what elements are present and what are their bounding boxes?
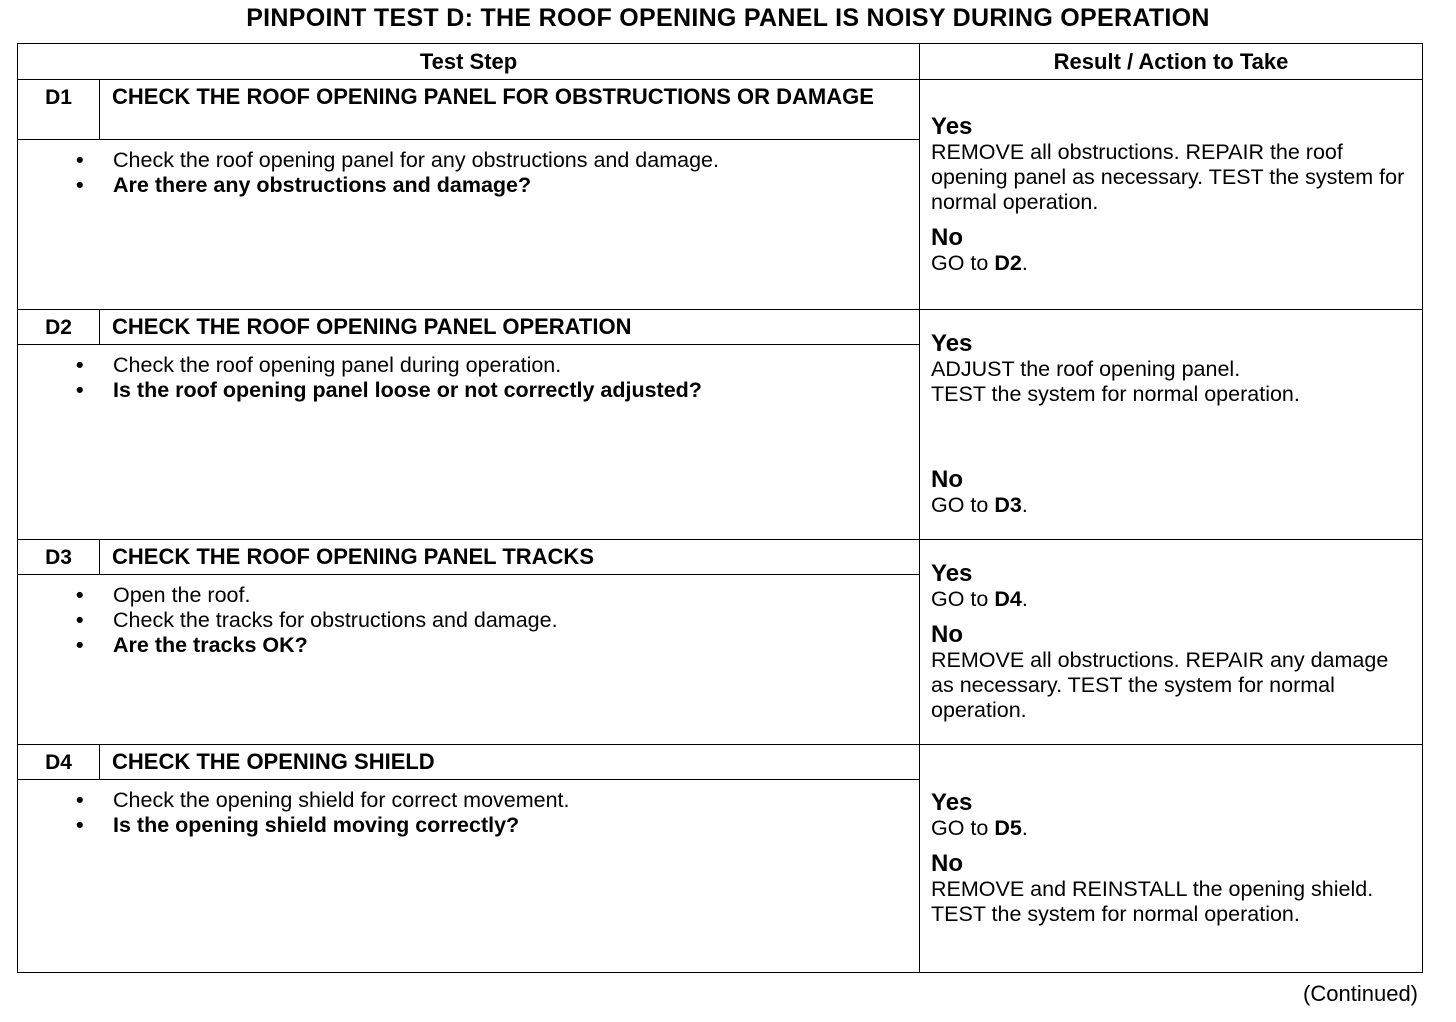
step-body (18, 575, 920, 745)
step-id: D4 (18, 745, 100, 780)
step-title: CHECK THE ROOF OPENING PANEL FOR OBSTRUCTIONS OR DAMAGE (100, 80, 920, 140)
yes-action: ADJUST the roof opening panel. (931, 357, 1241, 381)
step-id: D1 (18, 80, 100, 140)
list-item: • Check the tracks for obstructions and damage. (113, 608, 909, 633)
step-reference: D2 (994, 250, 1022, 275)
step-reference: D5 (994, 816, 1022, 840)
step-d4-title-row (18, 745, 1423, 780)
no-action: REMOVE and REINSTALL the opening shield. (931, 877, 1374, 901)
page-title: PINPOINT TEST D: THE ROOF OPENING PANEL IS NOISY DURING OPERATION (246, 4, 1210, 32)
step-body (18, 345, 920, 540)
list-item: • Check the opening shield for correct movement. (113, 788, 909, 813)
step-d2-result (920, 310, 1423, 540)
step-question: • Are there any obstructions and damage? (113, 173, 909, 198)
yes-action: GO to D5. (931, 816, 1028, 840)
no-action-test: TEST the system for normal operation. (931, 902, 1300, 926)
step-title: CHECK THE ROOF OPENING PANEL TRACKS (100, 540, 920, 575)
step-id: D2 (18, 310, 100, 345)
step-d4-result (920, 745, 1423, 973)
yes-label: Yes (931, 112, 973, 140)
no-action: GO to D3. (931, 493, 1028, 517)
no-action: GO to D2. (931, 250, 1028, 275)
step-title: CHECK THE OPENING SHIELD (100, 745, 920, 780)
step-question: • Is the roof opening panel loose or not correctly adjusted? (113, 378, 909, 403)
no-label: No (931, 223, 964, 251)
step-body (18, 780, 920, 973)
yes-label: Yes (931, 560, 973, 587)
yes-label: Yes (931, 789, 973, 816)
pinpoint-test-table (17, 43, 1423, 973)
header-result: Result / Action to Take (920, 44, 1423, 80)
step-d3-title-row (18, 540, 1423, 575)
step-d2-title-row (18, 310, 1423, 345)
step-reference: D4 (994, 587, 1022, 611)
no-label: No (931, 466, 964, 493)
no-label: No (931, 621, 964, 648)
step-title: CHECK THE ROOF OPENING PANEL OPERATION (100, 310, 920, 345)
yes-action-test: TEST the system for normal operation. (931, 382, 1300, 406)
step-d1-result (920, 80, 1423, 310)
list-item: • Open the roof. (113, 583, 909, 608)
step-question: • Is the opening shield moving correctly? (113, 813, 909, 838)
no-label: No (931, 850, 964, 877)
list-item: • Check the roof opening panel for any obstructions and damage. (113, 148, 909, 173)
header-test-step: Test Step (18, 44, 920, 80)
step-d3-result (920, 540, 1423, 745)
step-body (18, 140, 920, 310)
yes-action: REMOVE all obstructions. REPAIR the roof opening panel as necessary. TEST the system for normal operation. (931, 139, 1405, 214)
continued-note: (Continued) (1303, 981, 1418, 1006)
list-item: • Check the roof opening panel during operation. (113, 353, 909, 378)
yes-action: GO to D4. (931, 587, 1028, 611)
no-action: REMOVE all obstructions. REPAIR any damage as necessary. TEST the system for normal operation. (931, 648, 1389, 722)
step-question: • Are the tracks OK? (113, 633, 909, 658)
yes-label: Yes (931, 330, 973, 357)
step-d1-title-row (18, 80, 1423, 140)
step-id: D3 (18, 540, 100, 575)
step-reference: D3 (994, 493, 1022, 517)
table-header-row (18, 44, 1423, 80)
